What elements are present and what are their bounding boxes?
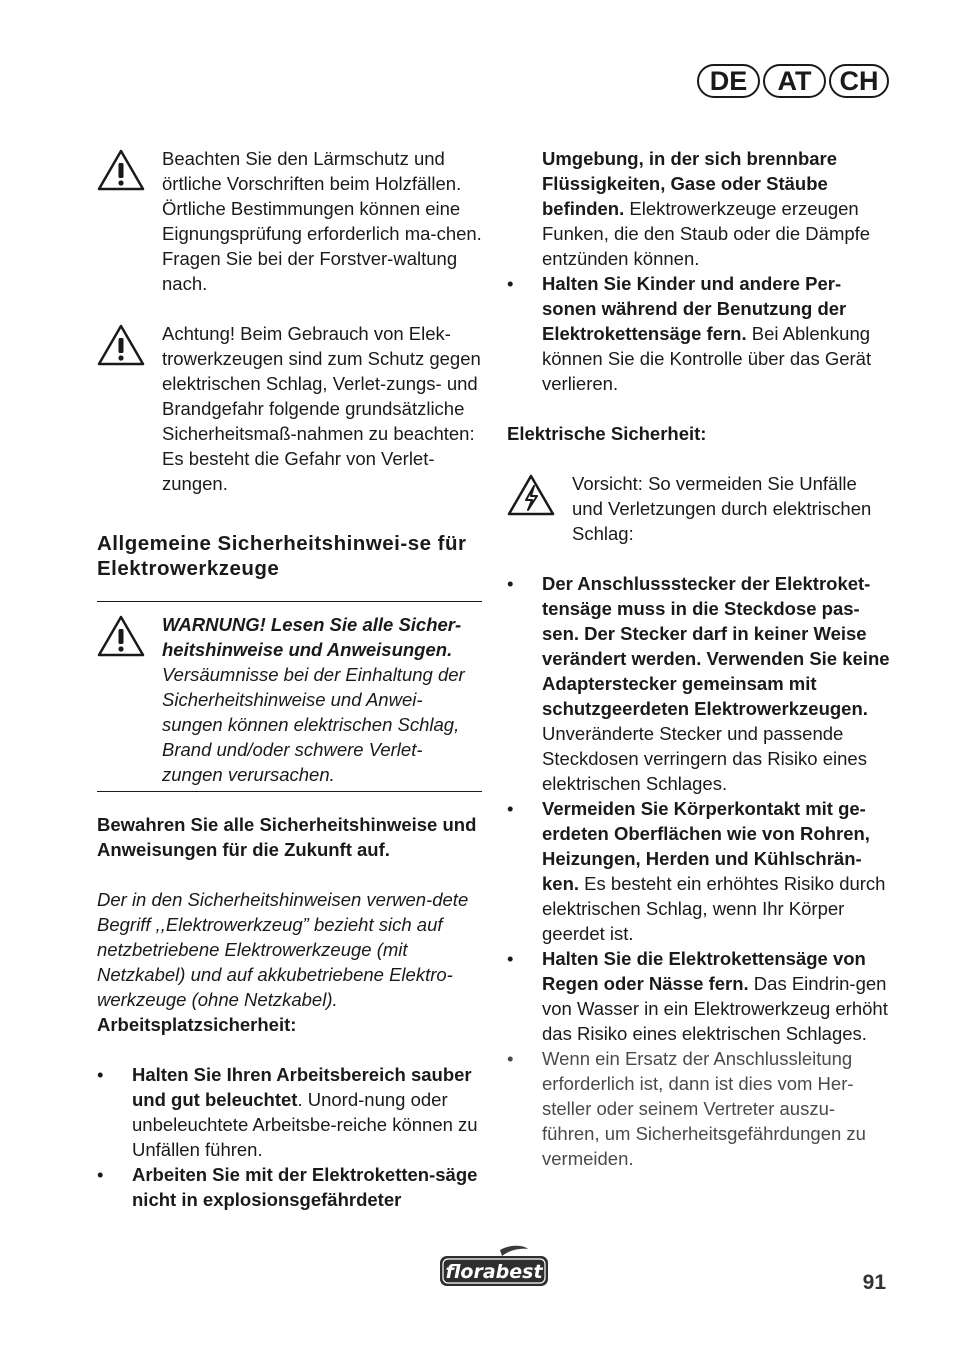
list-item xyxy=(507,571,892,796)
list-item-text: Wenn ein Ersatz der Anschlussleitung erforderlich ist, dann ist dies vom Her-steller oder seinem Vertreter auszu-führen, um Sicherheitsgefährdungen zu vermeiden. xyxy=(542,1048,866,1169)
list-item-bold: Umgebung, in der sich brennbare Flüssigkeiten, Gase oder Stäube befinden. xyxy=(542,148,838,219)
keep-instructions: Bewahren Sie alle Sicherheitshinweise und Anweisungen für die Zukunft auf. xyxy=(97,814,477,860)
list-item-text: Elektrowerkzeuge erzeugen Funken, die den Staub oder die Dämpfe entzünden können. xyxy=(542,198,871,269)
warning-triangle-icon xyxy=(97,614,145,658)
list-item xyxy=(507,796,892,946)
bullet: • xyxy=(97,1064,104,1085)
language-badge-de: DE xyxy=(697,64,760,98)
definition-note: Der in den Sicherheitshinweisen verwen-dete Begriff ,,Elektrowerkzeug” bezieht sich auf netzbetriebene Elektrowerkzeuge (mit Netzkabel) und auf akkubetriebene Elektro-werkzeuge (ohne Netzkabel). xyxy=(97,889,469,1010)
list-item-text: Es besteht ein erhöhtes Risiko durch elektrischen Schlag, wenn Ihr Körper geerdet ist. xyxy=(542,873,886,944)
list-item xyxy=(507,946,892,1046)
language-badge-at: AT xyxy=(763,64,826,98)
noise-warning-text: Beachten Sie den Lärmschutz und örtliche Vorschriften beim Holzfällen. Örtliche Bestimmungen können eine Eignungsprüfung erforderlich ma-chen. Fragen Sie bei der Forstver-waltung nach. xyxy=(162,148,482,294)
electrical-heading: Elektrische Sicherheit: xyxy=(507,423,707,444)
list-item-text: Unveränderte Stecker und passende Steckdosen verringern das Risiko eines elektrischen Schlages. xyxy=(542,723,867,794)
bullet: • xyxy=(97,1164,104,1185)
electrical-warning-text: Vorsicht: So vermeiden Sie Unfälle und Verletzungen durch elektrischen Schlag: xyxy=(572,473,872,544)
list-item-text: Das Eindrin-gen von Wasser in ein Elektrowerkzeug erhöht das Risiko eines elektrischen Schlages. xyxy=(542,973,888,1044)
list-item xyxy=(97,1162,482,1212)
bullet: • xyxy=(507,948,514,969)
warning-box-rest: Versäumnisse bei der Einhaltung der Sicherheitshinweise und Anwei-sungen können elektrischen Schlag, Brand und/oder schwere Verlet-zungen verursachen. xyxy=(162,664,465,785)
list-item-bold: Der Anschlussstecker der Elektroket-tensäge muss in die Steckdose pas-sen. Der Stecker darf in keiner Weise verändert werden. Verwenden Sie keine Adapterstecker gemeinsam mit schutzgeerdeten Elektrowerkzeugen. xyxy=(542,573,890,719)
page-number: 91 xyxy=(862,1271,886,1294)
bullet: • xyxy=(507,798,514,819)
warning-box-bold: WARNUNG! Lesen Sie alle Sicher-heitshinweise und Anweisungen. xyxy=(162,614,462,660)
warning-box xyxy=(97,601,482,792)
list-item-bold: Halten Sie die Elektrokettensäge von Regen oder Nässe fern. xyxy=(542,948,866,994)
workplace-heading: Arbeitsplatzsicherheit: xyxy=(97,1014,297,1035)
list-item xyxy=(507,271,892,396)
workplace-list-continued xyxy=(507,271,892,396)
svg-text:florabest: florabest xyxy=(445,1261,543,1283)
language-badge-ch: CH xyxy=(829,64,889,98)
workplace-list xyxy=(97,1062,482,1212)
list-item-text: Bei Ablenkung können Sie die Kontrolle über das Gerät verlieren. xyxy=(542,323,872,394)
list-item-text: . Unord-nung oder unbeleuchtete Arbeitsbe-reiche können zu Unfällen führen. xyxy=(132,1089,478,1160)
right-column xyxy=(507,146,892,1171)
warning-triangle-icon xyxy=(97,148,145,192)
injury-risk-text: Es besteht die Gefahr von Verlet-zungen. xyxy=(162,448,435,494)
bullet: • xyxy=(507,573,514,594)
electric-shock-warning-icon xyxy=(507,473,555,517)
section-title: Allgemeine Sicherheitshinwei-se für Elektrowerkzeuge xyxy=(97,532,467,580)
florabest-logo xyxy=(438,1244,550,1290)
list-item-bold: Halten Sie Ihren Arbeitsbereich sauber und gut beleuchtet xyxy=(132,1064,472,1110)
bullet: • xyxy=(507,1048,514,1069)
noise-warning xyxy=(97,146,482,296)
list-item xyxy=(97,1062,482,1162)
list-item xyxy=(507,1046,892,1171)
general-caution xyxy=(97,321,482,496)
warning-triangle-icon xyxy=(97,323,145,367)
electrical-warning xyxy=(507,471,892,546)
bullet: • xyxy=(507,273,514,294)
left-column xyxy=(97,146,482,1212)
list-item-bold: Vermeiden Sie Körperkontakt mit ge-erdeten Oberflächen wie von Rohren, Heizungen, Herden und Kühlschrän-ken. xyxy=(542,798,870,894)
list-item-bold: Halten Sie Kinder und andere Per-sonen während der Benutzung der Elektrokettensäge fern. xyxy=(542,273,847,344)
list-item-continued xyxy=(507,146,892,271)
electrical-list xyxy=(507,571,892,1171)
list-item-bold: Arbeiten Sie mit der Elektroketten-säge nicht in explosionsgefährdeter xyxy=(132,1164,478,1210)
general-caution-text: Achtung! Beim Gebrauch von Elek-trowerkzeugen sind zum Schutz gegen elektrischen Schlag, Verlet-zungs- und Brandgefahr folgende grundsätzliche Sicherheitsmaß-nahmen zu beachten: xyxy=(162,323,481,444)
warning-box-text xyxy=(162,612,482,787)
